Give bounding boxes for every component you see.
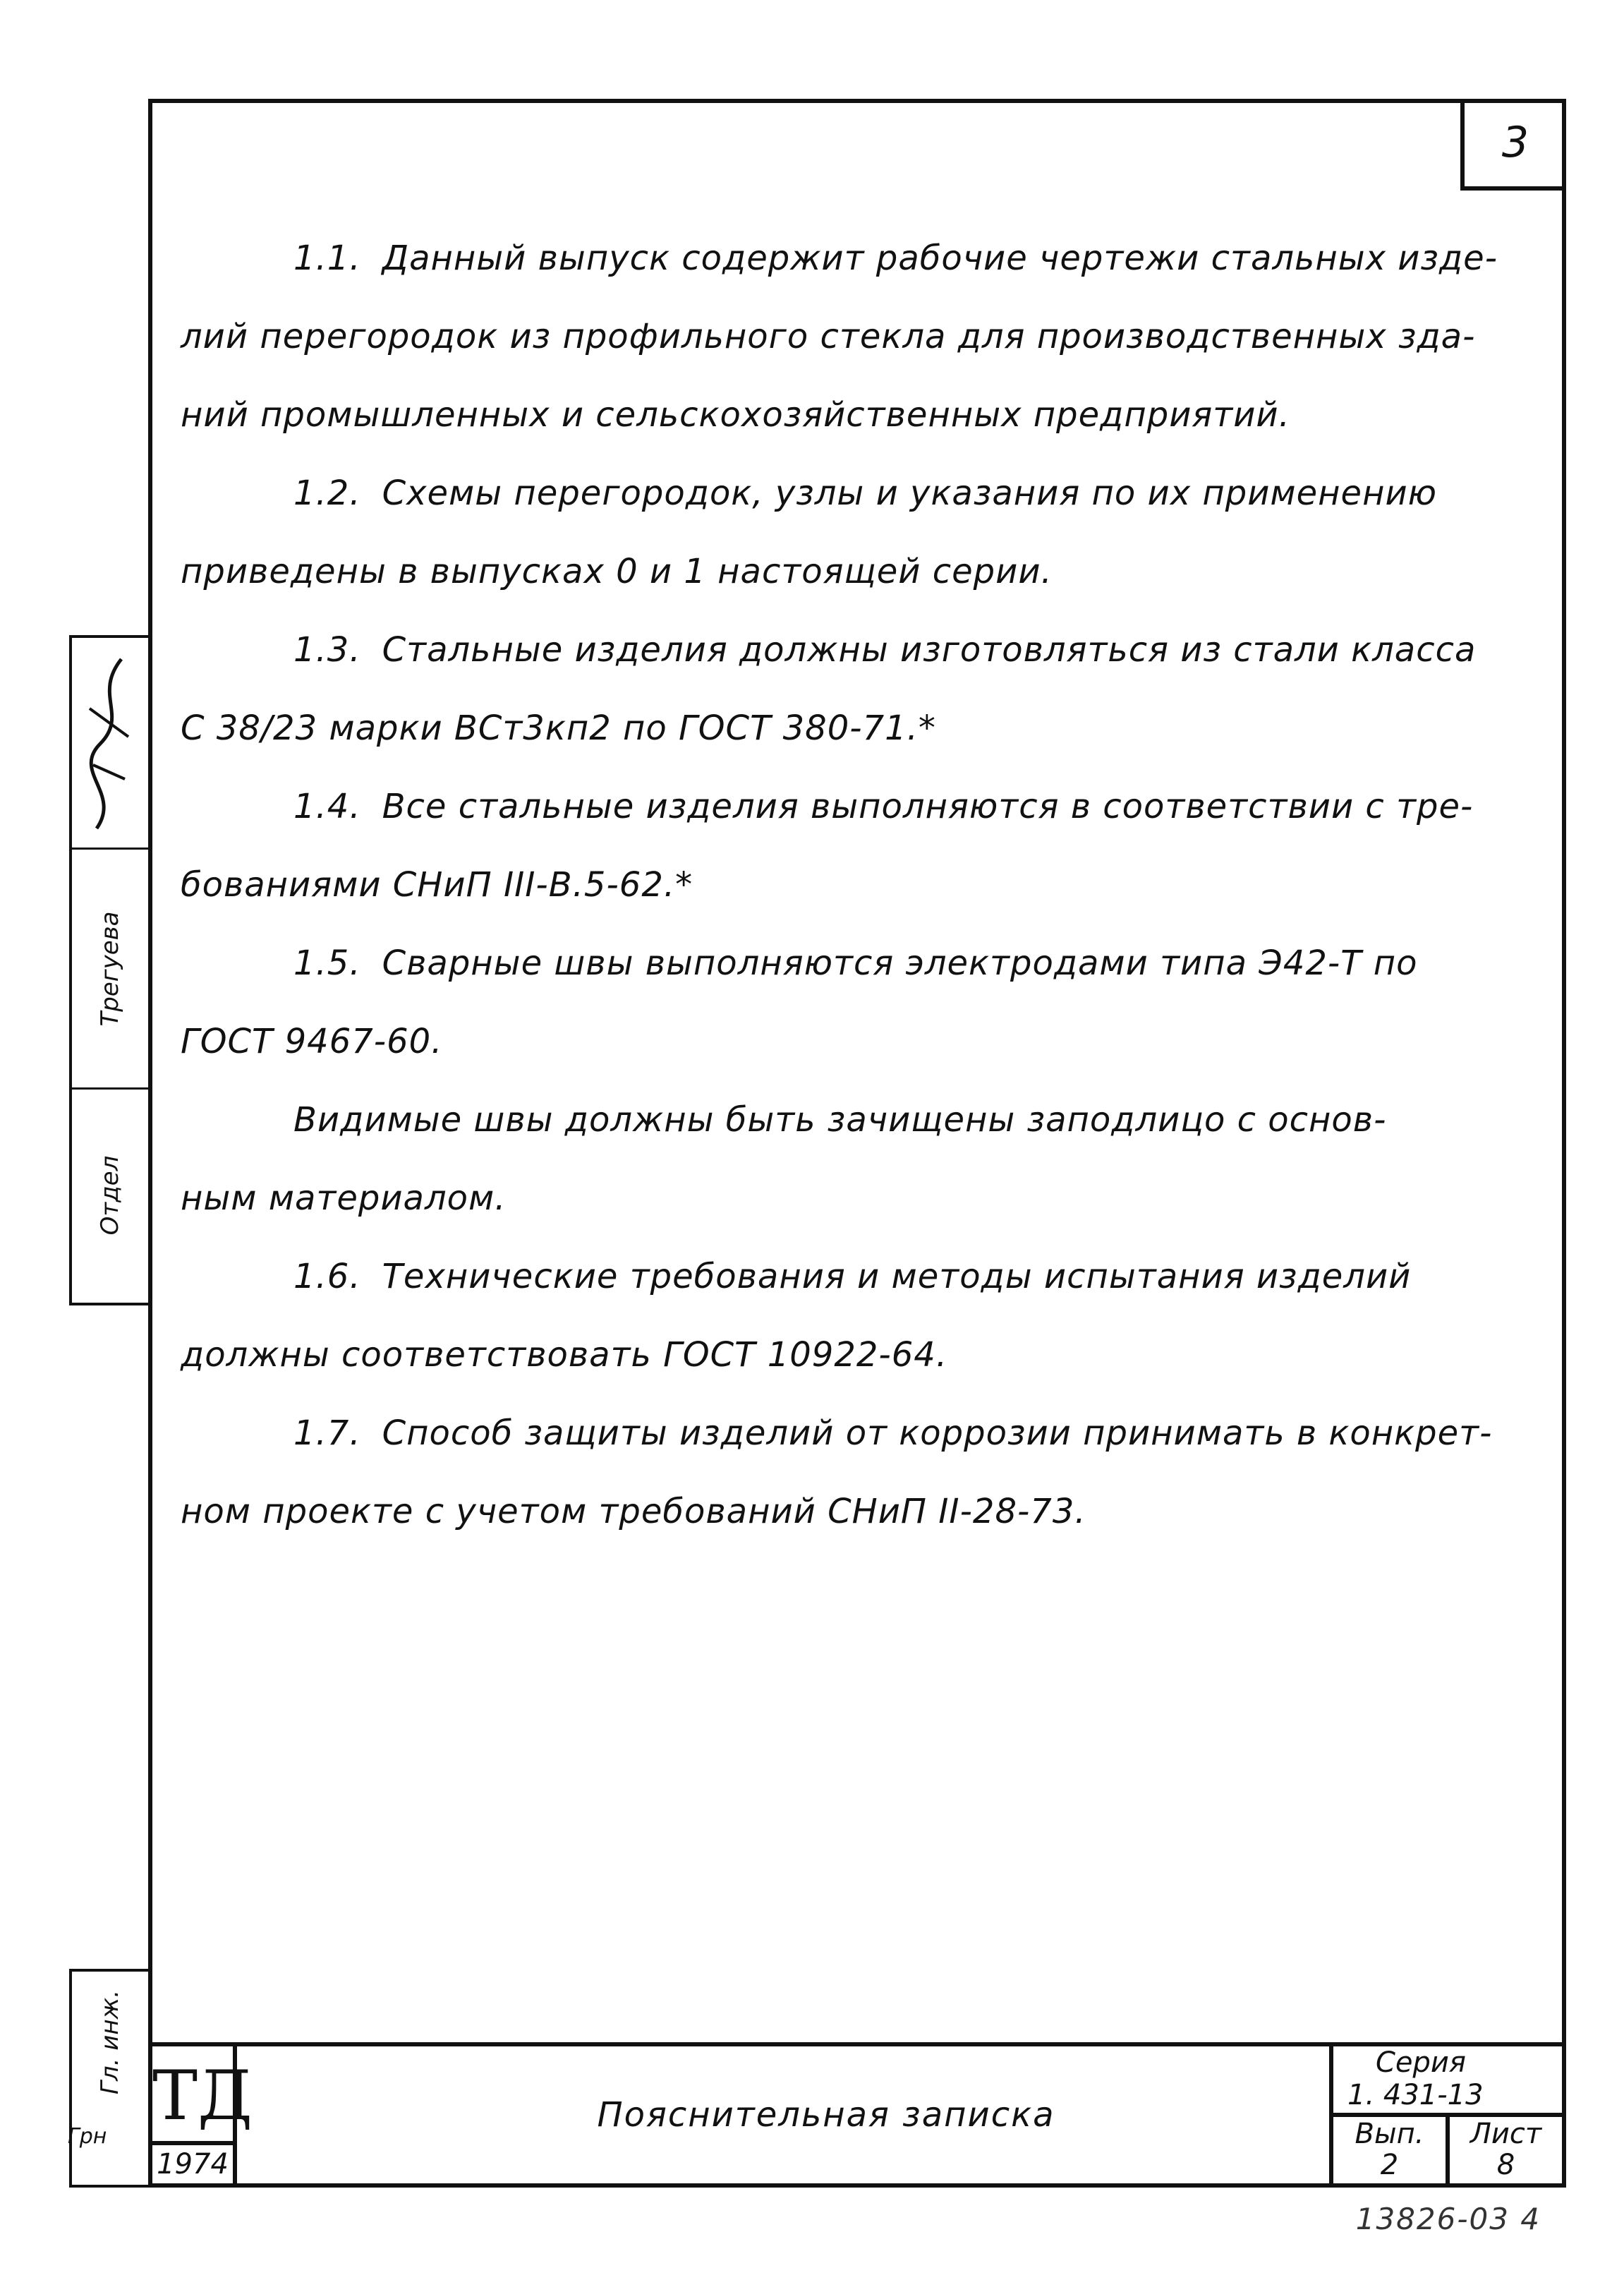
paragraph-number: 1.6.: [293, 1257, 361, 1296]
margin-code: Грн: [68, 2124, 107, 2149]
paragraph-line: Технические требования и методы испытания изделий: [382, 1257, 1412, 1296]
paragraph-1-1: [181, 219, 1521, 298]
chief-engineer-label: Гл. инж.: [96, 1989, 124, 2095]
paragraph-1-4: [181, 768, 1521, 846]
series-header: [1333, 2046, 1562, 2117]
issue-cell: [1333, 2117, 1446, 2183]
paragraph-1-6: [181, 1238, 1521, 1316]
archive-number: 13826-03 4: [1355, 2202, 1541, 2236]
paragraph-line: Схемы перегородок, узлы и указания по их применению: [382, 474, 1438, 513]
signature-icon: [79, 652, 141, 836]
department-cell: [72, 1090, 148, 1301]
paragraph-1-7: [181, 1394, 1521, 1473]
paragraph-1-5: [181, 924, 1521, 1003]
paragraph-line: ном проекте с учетом требований СНиП II-28-73.: [181, 1492, 1086, 1531]
paragraph-line: ным материалом.: [181, 1178, 507, 1218]
paragraph-1-3: [181, 611, 1521, 689]
paragraph-line: Все стальные изделия выполняются в соответствии с тре-: [382, 787, 1474, 826]
paragraph-1-2: [181, 454, 1521, 533]
sheet-value: 8: [1496, 2149, 1515, 2181]
paragraph-number: 1.1.: [293, 239, 361, 278]
paragraph-line: Данный выпуск содержит рабочие чертежи стальных изде-: [382, 239, 1498, 278]
page-number: 3: [1460, 99, 1566, 191]
paragraph-line: С 38/23 марки ВСт3кп2 по ГОСТ 380-71.*: [181, 708, 936, 748]
paragraph-number: 1.2.: [293, 474, 361, 513]
issue-label: Вып.: [1355, 2118, 1424, 2150]
paragraph-number: 1.3.: [293, 630, 361, 670]
organization-logo: [152, 2046, 253, 2183]
paragraph-number: 1.7.: [293, 1413, 361, 1453]
paragraph-visible-seams: Видимые швы должны быть зачищены заподлицо с основ-: [293, 1100, 1387, 1140]
drawing-sheet-frame: [148, 99, 1566, 2188]
sheet-label: Лист: [1470, 2118, 1542, 2150]
series-label: Серия: [1376, 2046, 1466, 2079]
title-block: [152, 2042, 1562, 2183]
paragraph-line: лий перегородок из профильного стекла для производственных зда-: [181, 317, 1476, 356]
signature-cell: [72, 638, 148, 850]
series-block: [1329, 2046, 1562, 2183]
series-number: 1. 431-13: [1347, 2079, 1484, 2111]
sheet-cell: [1446, 2117, 1562, 2183]
explanatory-note-body: [181, 219, 1521, 1551]
paragraph-line: Стальные изделия должны изготовляться из стали класса: [382, 630, 1477, 670]
issue-year: 1974: [152, 2141, 233, 2183]
paragraph-line: ний промышленных и сельскохозяйственных предприятий.: [181, 395, 1290, 435]
paragraph-line: ГОСТ 9467-60.: [181, 1022, 443, 1061]
paragraph-line: бованиями СНиП III-В.5-62.*: [181, 865, 693, 905]
paragraph-line: должны соответствовать ГОСТ 10922-64.: [181, 1335, 948, 1375]
paragraph-number: 1.5.: [293, 943, 361, 983]
paragraph-number: 1.4.: [293, 787, 361, 826]
chief-engineer-stamp: [69, 1969, 148, 2188]
surname-label: Трегуева: [96, 910, 124, 1027]
issue-value: 2: [1380, 2149, 1399, 2181]
paragraph-line: приведены в выпусках 0 и 1 настоящей серии.: [181, 552, 1053, 591]
document-title: Пояснительная записка: [597, 2095, 1055, 2135]
approval-stamp: [69, 635, 148, 1305]
department-label: Отдел: [96, 1155, 124, 1236]
chief-engineer-cell: [72, 1972, 148, 2113]
paragraph-line: Сварные швы выполняются электродами типа Э42-Т по: [382, 943, 1418, 983]
issue-sheet-cells: [1333, 2117, 1562, 2183]
logo-mark: ТД: [152, 2056, 253, 2135]
surname-cell: [72, 850, 148, 1090]
paragraph-line: Способ защиты изделий от коррозии принимать в конкрет-: [382, 1413, 1493, 1453]
